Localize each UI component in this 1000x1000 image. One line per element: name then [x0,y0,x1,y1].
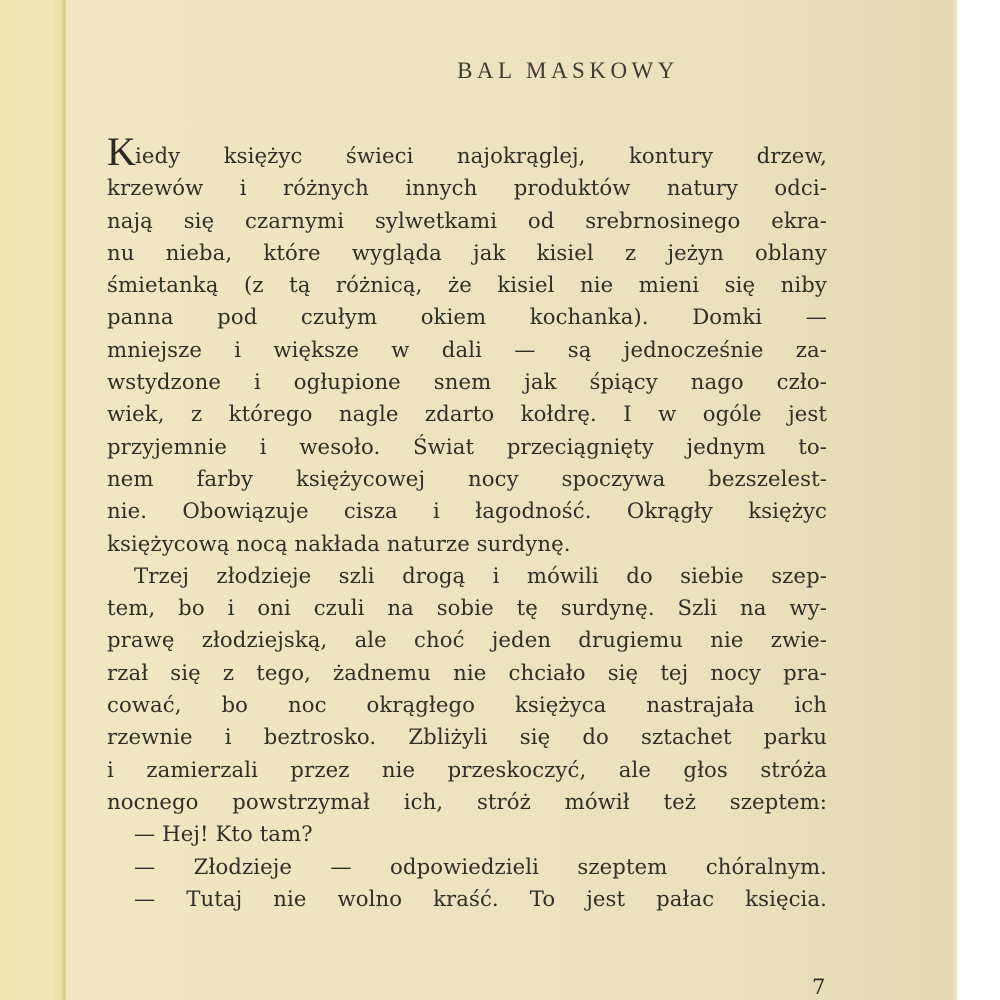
left-page-edge [0,0,66,1000]
chapter-title: BAL MASKOWY [457,58,679,83]
text-line: prawę złodziejską, ale choć jeden drugiemu nie zwie- [107,627,827,653]
text-line: księżycową nocą nakłada naturze surdynę. [107,530,571,556]
text-line: Trzej złodzieje szli drogą i mówili do siebie szep- [134,562,827,588]
text-line: — Hej! Kto tam? [134,821,313,847]
text-line: — Złodzieje — odpowiedzieli szeptem chóralnym. [134,853,827,879]
text-line: mniejsze i większe w dali — są jednocześnie za- [107,336,827,362]
text-line: wstydzone i ogłupione snem jak śpiący nago czło- [107,369,827,395]
drop-cap: K [107,129,136,174]
text-line: tem, bo i oni czuli na sobie tę surdynę. Szli na wy- [107,595,827,621]
text-line: panna pod czułym okiem kochanka). Domki — [107,304,827,330]
text-line: i zamierzali przez nie przeskoczyć, ale głos stróża [107,756,827,782]
text-line: nie. Obowiązuje cisza i łagodność. Okrągły księżyc [107,498,827,524]
text-line: nu nieba, które wygląda jak kisiel z jeżyn oblany [107,239,827,265]
text-line: cować, bo noc okrągłego księżyca nastrajała ich [107,692,827,718]
text-line: wiek, z którego nagle zdarto kołdrę. I w ogóle jest [107,401,827,427]
text-line: — Tutaj nie wolno kraść. To jest pałac księcia. [134,885,827,911]
text-line: nem farby księżycowej nocy spoczywa bezszelest- [107,465,827,491]
text-line: przyjemnie i wesoło. Świat przeciągnięty jednym to- [107,433,827,459]
text-line [107,129,827,174]
text-line: śmietanką (z tą różnicą, że kisiel nie mieni się niby [107,272,827,298]
text-line: nają się czarnymi sylwetkami od srebrnosinego ekra- [107,207,827,233]
text-line: nocnego powstrzymał ich, stróż mówił też szeptem: [107,788,827,814]
page-edge [954,0,957,1000]
text-line: rzewnie i beztrosko. Zbliżyli się do sztachet parku [107,724,827,750]
text-line-content: iedy księżyc świeci najokrąglej, kontury drzew, [135,143,827,168]
text-line: krzewów i różnych innych produktów natury odci- [107,175,827,201]
page-number: 7 [812,975,826,999]
body-text [107,129,827,915]
text-line: rzał się z tego, żadnemu nie chciało się tej nocy pra- [107,659,827,685]
